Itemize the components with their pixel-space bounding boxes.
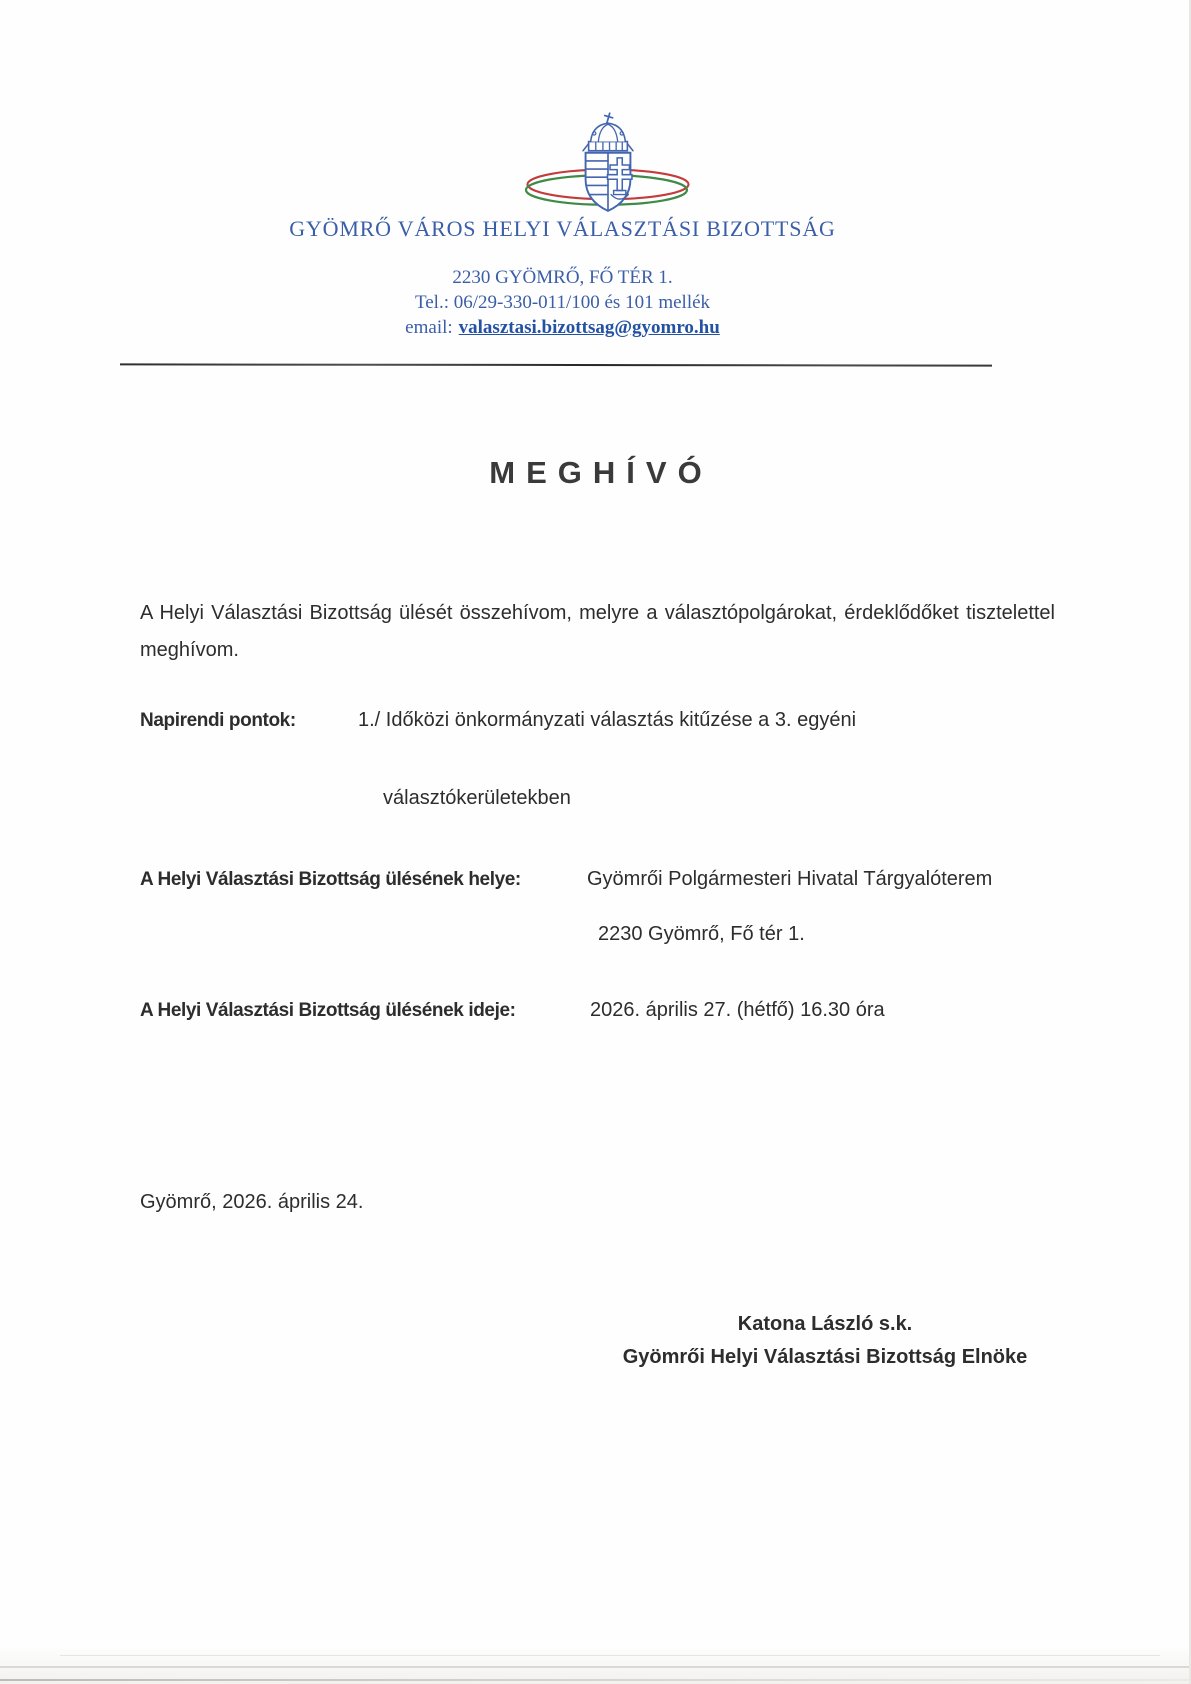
org-name: GYÖMRŐ VÁROS HELYI VÁLASZTÁSI BIZOTTSÁG [289, 216, 836, 241]
hungarian-coat-of-arms-logo [520, 112, 696, 218]
scan-artifact-bottom-band [0, 1646, 1191, 1684]
email-link[interactable]: valasztasi.bizottsag@gyomro.hu [458, 317, 720, 338]
org-email-line [140, 315, 985, 340]
signatory-name: Katona László s.k. [737, 1313, 913, 1335]
org-phone: Tel.: 06/29-330-011/100 és 101 mellék [414, 292, 711, 313]
scan-artifact-line [60, 1655, 1160, 1656]
scan-artifact-line [0, 1679, 1191, 1681]
agenda-item-continuation: választókerületekben [383, 787, 571, 809]
meeting-place-address: 2230 Gyömrő, Fő tér 1. [598, 923, 805, 945]
header-divider-line [120, 363, 992, 366]
meeting-place-label: A Helyi Választási Bizottság ülésének helye: [140, 869, 521, 890]
signature-block [590, 1308, 1060, 1374]
dateline: Gyömrő, 2026. április 24. [140, 1191, 364, 1213]
agenda-item: 1./ Időközi önkormányzati választás kitűzése a 3. egyéni [358, 709, 857, 731]
org-address: 2230 GYÖMRŐ, FŐ TÉR 1. [452, 267, 673, 288]
document-title: MEGHÍVÓ [489, 455, 713, 490]
meeting-place-row [140, 868, 993, 891]
meeting-place-value: Gyömrői Polgármesteri Hivatal Tárgyalóterem [587, 868, 993, 890]
agenda-label: Napirendi pontok: [140, 710, 296, 731]
agenda-row [140, 709, 857, 732]
meeting-time-label: A Helyi Választási Bizottság ülésének ideje: [140, 1000, 516, 1021]
signatory-title: Gyömrői Helyi Választási Bizottság Elnöke [622, 1346, 1028, 1368]
intro-paragraph: A Helyi Választási Bizottság ülését összehívom, melyre a választópolgárokat, érdeklődőket tisztelettel meghívom. [140, 602, 1055, 661]
email-label: email: [405, 317, 453, 338]
meeting-time-row [140, 999, 885, 1022]
letterhead-contact-block [140, 265, 985, 340]
meeting-time-value: 2026. április 27. (hétfő) 16.30 óra [590, 999, 885, 1021]
scan-artifact-line [0, 1666, 1191, 1668]
